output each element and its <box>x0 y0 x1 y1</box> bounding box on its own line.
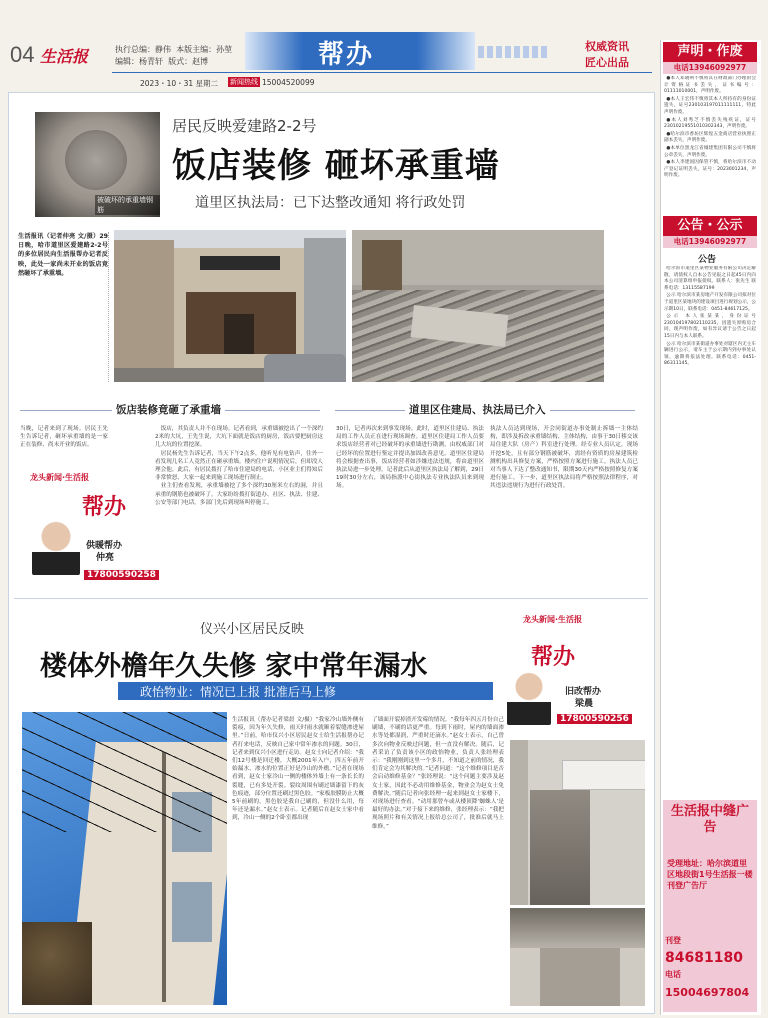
caption-right: 道里区住建局、执法局已介入 <box>405 402 550 417</box>
chief-editor-label: 本版主编： <box>176 45 217 54</box>
notice-title-1: 声明・作废 <box>663 42 757 62</box>
helper1-brand: 龙头新闻·生活报 <box>30 473 90 482</box>
editor-label: 编辑： <box>115 57 139 66</box>
issue-date: 2023・10・31 星期二 <box>140 79 219 88</box>
notice-list-1 <box>664 76 756 204</box>
building-left <box>114 240 174 382</box>
notice-2-1: 哈尔滨市道里区某物业服务有限公司决定解散，请债权人自本公告见报之日起45日内向本公司清算组申报债权。联系人：张先生 联系电话：13115587199 <box>664 266 756 291</box>
caption-left: 饭店装修竟砸了承重墙 <box>112 402 225 417</box>
exec-editor: 静伟 <box>155 45 171 54</box>
layout-label: 版式： <box>168 57 193 66</box>
banner-stripes <box>478 46 548 58</box>
story2-title: 楼体外檐年久失修 家中常年漏水 <box>40 651 428 682</box>
helper1-name: 仲亮 <box>96 553 115 563</box>
ac-unit <box>562 760 645 790</box>
story1-col2-p1: 饭店，其负责人并不在现场。记者看到，承重墙被挖出了一个深约2米的大坑，王先生说，大坑下面就是饭店的厨房，饭店要把厨房这儿大坑的位置挖深。 <box>155 426 323 449</box>
parked-car <box>264 354 346 382</box>
paper-logo: 生活报 <box>40 47 89 66</box>
ad-tel-label: 刊登 <box>665 936 681 945</box>
helper-card-1 <box>20 470 156 588</box>
ad-mobile-row <box>665 962 755 1000</box>
story1-col2-p2: 居民杨先生告诉记者，当天下午2点多，他听见有电钻声，往外一看发现几名工人竟然正在砸承重墙。楼内住户说明情况后，但却没人理会他。此后，有居民拨打了哈市住建局的电话，小区业主们得知后非常愤怒，大家一起来到施工现场进行制止。 <box>155 450 323 482</box>
helper2-phone[interactable]: 17800590256 <box>557 714 632 724</box>
editor: 杨青轩 <box>139 57 163 66</box>
story2-colB: 了墙面开裂掉渣开发霉的情况。“我每年四五月份自己刷墙，不刷的话更严重。每到下雨时，屋内的墙面渗水等处都湿润，严重时还滴水。”赵女士表示，自己曾多次向物业反映过问题，但一直没有解决。随后，记者采访了负责该小区的政怡物业，负责人张经理表示：“我刚刚到这里一个多月，不知道之前的情况，我们肯定会为其解决的。”记者问道：“这个维修项目是否会启动维修基金？”张经理说：“这个问题主要涉及赵女士家，因此不必动用维修基金，物业会为赵女士免费解决。”随后记者向张经理一起来到赵女士家楼下，对现场进行查看。“动用那曾车或从楼顶降‘蜘蛛人’是最好的办法。”对于接下来的维修，张经理表示：“我把现场照片和有关情况上报给总公司了，批准后就马上维修。” <box>372 717 504 830</box>
notice-head: 公告 <box>698 255 717 265</box>
photo-caption: 被破坏的承重墙钢筋 <box>95 195 160 215</box>
section-title: 帮办 <box>318 40 375 70</box>
section-divider <box>14 598 648 599</box>
notice-1-5: ●本单位黑龙江省城建集团有限公司不慎将公章丢失，声明作废。 <box>664 145 756 158</box>
notice-1-4: ●哈尔滨市香坊区辉煌五金商店营业执照正副本丢失，声明作废。 <box>664 131 756 144</box>
helper2-title: 帮办 <box>531 645 576 670</box>
notice-phone-2: 电话13946092977 <box>663 236 757 248</box>
ad-address: 受理地址：哈尔滨道里区地段街1号生活报一楼刊登广告厅 <box>667 859 753 890</box>
story1-lead-text: 生活报讯（记者仲亮 文/摄）29日晚，哈市道里区爱建路2-2号的多位居民向生活报帮办记者反映，此处一家尚未开业的饭店竟然砸坏了承重墙。 <box>18 233 108 277</box>
notice-1-3: ●本人刘秀芝不慎丢失残疾证，证号23010219551010302343，声明作废。 <box>664 117 756 130</box>
story1-col2 <box>155 425 323 585</box>
page-number: 04 <box>10 42 35 67</box>
building-exterior-photo <box>22 712 227 1005</box>
rebar-hole <box>65 130 127 190</box>
story1-col3: 30日，记者再次来到事发现场。此时，道里区住建局、执法局的工作人员正在进行现场调查。道里区住建局工作人员要求饭店经营者对已经破坏的承重墙进行勘测，由权威部门对已经坏的位置进行鉴定并提出加固改善意见。道里区住建局将会根据查出事，饭店经营者如涉嫌违法违规，将由道里区执法局进一步处理。记者此后从道里区执法局了解到，29日19时30分左右，该局指派中心街执法专业执法队员来到现场。 <box>336 426 484 490</box>
classified-ad-block <box>663 800 757 1012</box>
editor-credits <box>115 44 265 68</box>
ceiling-stain <box>510 908 645 948</box>
page-header <box>0 0 660 92</box>
story1-title: 饭店装修 砸坏承重墙 <box>172 146 500 186</box>
tree <box>22 922 92 1005</box>
notice-title-2: 公告・公示 <box>663 216 757 236</box>
story2-kicker: 仪兴小区居民反映 <box>200 622 305 637</box>
helper1-title: 帮办 <box>82 495 127 520</box>
story1-col1: 当晚，记者来到了现场。居民王先生告诉记者，砸坏承重墙的是一家正在装修、尚未开业的饭店。 <box>20 426 108 449</box>
notice-1-6: ●本人李建国因保管不慎，将哈尔滨市不动产登记证明丢失，证号：2023001234，声明作废。 <box>664 160 756 179</box>
notice-1-2: ●本人王宏伟不慎将其本人所持有的身份证遗失，证号230103197011111111，特此声明作废。 <box>664 96 756 115</box>
helper1-name-label: 供暖帮办 <box>86 541 123 551</box>
ad-mobile-label: 电话 <box>665 970 681 979</box>
street <box>114 368 264 382</box>
wall-peel <box>540 948 620 1006</box>
wall-mold-photo-1 <box>510 740 645 905</box>
helper1-avatar <box>32 520 80 575</box>
rebar-photo <box>35 112 160 217</box>
ad-title: 生活报中缝广告 <box>670 804 749 835</box>
ad-tel[interactable]: 84681180 <box>665 950 743 966</box>
helper-card-2 <box>505 612 640 727</box>
story1-col4: 执法人员达到现场，开会同街道办事处制止拆墙一主体结构，即涉及拆改承重墙结构、主体结构，由事于30日移交该局住建大队（房产）科室进行处理。经专业人员认定，现场开挖5处，且有部分钢筋被破坏，需经有资质的房屋建筑检测机构出具修复方案，严格按照方案进行施工。执法人员已对当事人下达了整改通知书，限期30天内严格按照修复方案进行施工。下一步，道里区执法局将严格按照法律程序，对其违法违规行为进行行政处罚。 <box>490 426 638 490</box>
power-lines <box>22 712 227 832</box>
header-rule <box>112 72 652 73</box>
layout-editor: 赵博 <box>192 57 209 66</box>
helper1-phone[interactable]: 17800590258 <box>84 570 159 580</box>
slogan-2: 匠心出品 <box>585 56 629 69</box>
helper2-brand: 龙头新闻·生活报 <box>523 615 583 624</box>
story1-kicker: 居民反映爱建路2-2号 <box>172 117 317 135</box>
helper2-avatar <box>507 670 551 725</box>
shop-door <box>224 314 254 354</box>
story1-col2-p3: 业主们查看发现，承重墙被挖了多个深约30厘米左右的洞，并且承重的钢筋也被破坏了。大家纷纷拨打街道办、社区、执法、住建、公安等部门电话，多部门先后到现场叫停施工。 <box>155 483 323 506</box>
story1-lead <box>18 232 109 382</box>
door-frame <box>510 740 528 905</box>
restaurant-photo <box>114 230 346 382</box>
hotline-number: 15004520099 <box>262 78 315 87</box>
notice-2-2: 公示 哈尔滨市某房地产开发有限公司拟对位于道里区某地块的建设项目进行规划公示，公示期10日，联系电话：0451-84617125。 <box>664 293 756 312</box>
ad-mobile[interactable]: 15004697804 <box>665 986 750 999</box>
hotline-label: 新闻热线 <box>230 78 258 86</box>
mold-stain <box>530 790 590 905</box>
slogan-1: 权威资讯 <box>585 40 629 53</box>
exec-editor-label: 执行总编： <box>115 45 155 54</box>
story2-colA: 生活报讯（帮办记者梁晨 文/摄）“我家冷山墙外侧有裂痕，因为年久失修，雨天时雨水就顺着裂缝渗进屋里。”日前，哈市仪兴小区居民赵女士给生活报帮办记者打来电话，反映自己家中常年渗水的问题。30日，记者来到仪兴小区进行走访。赵女士向记者介绍：“我们12号楼是回迁楼，大概2001年入户，四五年前开始漏水，渗水的位置正好是冷山的外檐。”记者在现场看到，赵女士家冷山一侧的楼体外墙上有一条长长的裂缝，已有多处开裂。裂纹周围有刷过墙漆留下的灰色痕迹，部分位置还刷过黑色胶。“家板胶膜防止大概5年前刷的，黑色胶是我自己刷的，但没什么用，每年还是漏水。”赵女士表示。记者随后在赵女士家中看到，冷山一侧的2个卧室都出现 <box>232 717 364 822</box>
rubble-photo <box>352 230 604 382</box>
notice-1-1: ●本人邓晓利不慎将其在财政部门办理的会计资格证书丢失，证书编号：01111010001，声明作废。 <box>664 76 756 95</box>
story1-subtitle: 道里区执法局：已下达整改通知 将行政处罚 <box>195 195 466 211</box>
wall-mold-photo-2 <box>510 908 645 1006</box>
notice-2-3: 公示 本人张某某，身份证号230104197802110235，因遗失原购房合同，现声明作废，如有异议请于公告之日起15日内与本人联系。 <box>664 314 756 339</box>
notice-list-2 <box>664 266 756 796</box>
helper2-name: 梁晨 <box>575 699 594 709</box>
shop-sign <box>200 256 280 270</box>
window-2 <box>172 882 212 942</box>
chief-editor: 孙堃 <box>216 45 233 54</box>
helper2-name-label: 旧改帮办 <box>565 687 602 697</box>
ad-tel-row <box>665 928 755 966</box>
notice-phone-1: 电话13946092977 <box>663 62 757 74</box>
notice-2-4: 公示 哈尔滨市某街道办事处对辖区内无主车辆进行公示，请车主于公示期内到办事处认领，逾期将依法处理。联系电话：0451-86311145。 <box>664 341 756 367</box>
story2-subtitle: 政怡物业：情况已上报 批准后马上修 <box>140 685 336 699</box>
